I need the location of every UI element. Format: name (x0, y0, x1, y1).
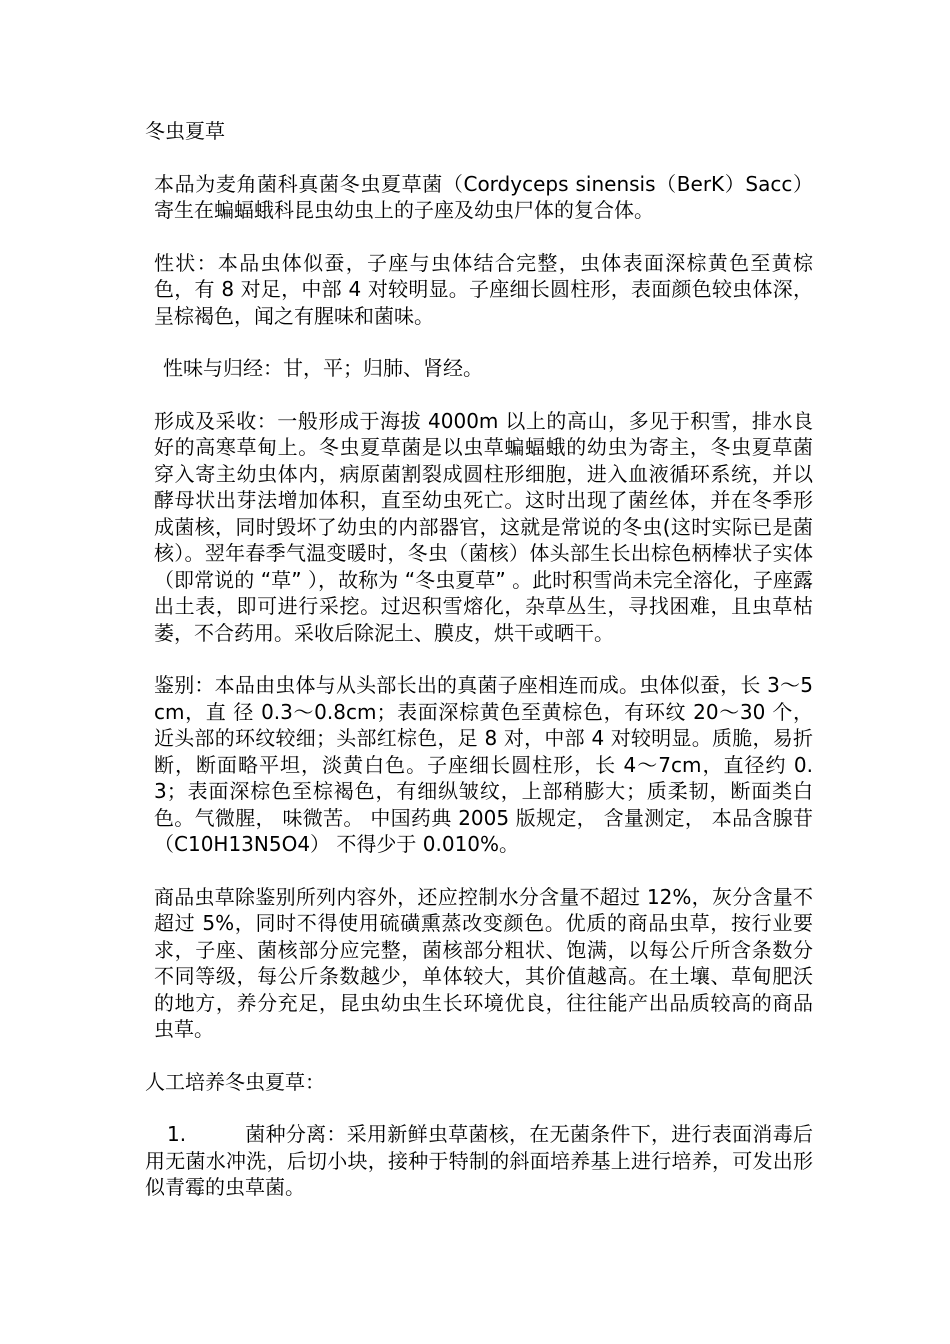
document-content (145, 118, 813, 1201)
paragraph-properties: 性状：本品虫体似蚕，子座与虫体结合完整，虫体表面深棕黄色至黄棕色，有 8 对足，中部 4 对较明显。子座细长圆柱形，表面颜色较虫体深，呈棕褐色，闻之有腥味和菌味。 (154, 250, 813, 328)
paragraph-commercial-grade: 商品虫草除鉴别所列内容外，还应控制水分含量不超过 12%，灰分含量不超过 5%，同时不得使用硫磺熏蒸改变颜色。优质的商品虫草，按行业要求，子座、菌核部分应完整，菌核部分粗状、饱满，以每公斤所含条数分不同等级，每公斤条数越少，单体较大，其价值越高。在土壤、草甸肥沃的地方，养分充足，昆虫幼虫生长环境优良，往往能产出品质较高的商品虫草。 (154, 884, 813, 1041)
paragraph-identification: 鉴别：本品由虫体与从头部长出的真菌子座相连而成。虫体似蚕，长 3～5cm，直 径 0.3～0.8cm；表面深棕黄色至黄棕色，有环纹 20～30 个，近头部的环纹较细；头部红棕色，足 8 对，中部 4 对较明显。质脆，易折断，断面略平坦，淡黄白色。子座细长圆柱形，长 4～7cm，直径约 0.3；表面深棕色至棕褐色，有细纵皱纹，上部稍膨大；质柔韧，断面类白色。气微腥， 味微苦。 中国药典 2005 版规定， 含量测定， 本品含腺苷 （C10H13N5O4） 不得少于 0.010%。 (154, 673, 813, 856)
paragraph-intro: 本品为麦角菌科真菌冬虫夏草菌（Cordyceps sinensis（BerK）Sacc）寄生在蝙蝠蛾科昆虫幼虫上的子座及幼虫尸体的复合体。 (154, 171, 813, 222)
paragraph-formation-harvest: 形成及采收：一般形成于海拔 4000m 以上的高山，多见于积雪，排水良好的高寒草甸上。冬虫夏草菌是以虫草蝙蝠蛾的幼虫为寄主，冬虫夏草菌穿入寄主幼虫体内，病原菌割裂成圆柱形细胞，进入血液循环系统，并以酵母状出芽法增加体积，直至幼虫死亡。这时出现了菌丝体，并在冬季形成菌核，同时毁坏了幼虫的内部器官，这就是常说的冬虫(这时实际已是菌核）。翌年春季气温变暖时，冬虫（菌核）体头部生长出棕色柄棒状子实体 （即常说的 “草” ），故称为 “冬虫夏草” 。此时积雪尚未完全溶化，子座露出土表，即可进行采挖。过迟积雪熔化，杂草丛生，寻找困难，且虫草枯萎，不合药用。采收后除泥土、膜皮，烘干或晒干。 (154, 408, 813, 645)
list-item (145, 1121, 813, 1201)
list-item-number: 1. (167, 1122, 187, 1146)
paragraph-taste-meridian: 性味与归经：甘，平；归肺、肾经。 (163, 356, 483, 380)
culture-section-heading: 人工培养冬虫夏草： (145, 1069, 325, 1094)
list-item-text: 菌种分离：采用新鲜虫草菌核，在无菌条件下，进行表面消毒后用无菌水冲洗，后切小块，接种于特制的斜面培养基上进行培养，可发出形似青霉的虫草菌。 (145, 1122, 813, 1199)
document-title: 冬虫夏草 (145, 119, 225, 143)
